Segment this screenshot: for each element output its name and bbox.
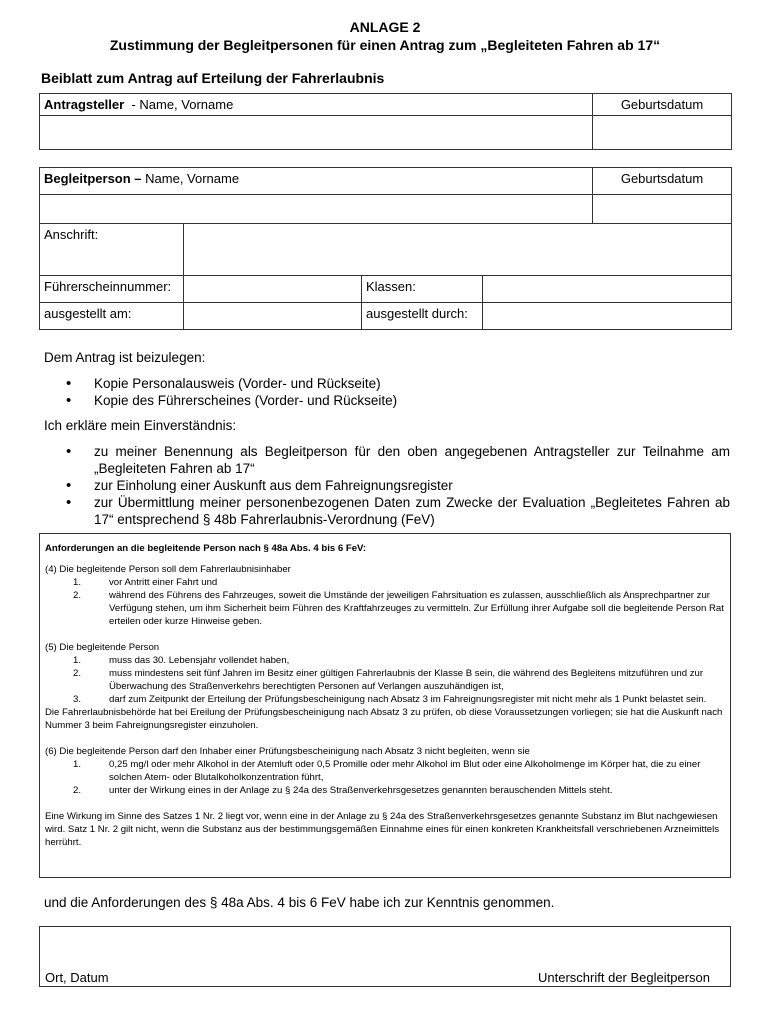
companion-name-field[interactable] (40, 195, 593, 224)
document-title: ANLAGE 2 (349, 19, 421, 35)
list-item: 1. vor Antritt einer Fahrt und (73, 577, 218, 588)
list-item: • Kopie des Führerscheines (Vorder- und Rückseite) (40, 392, 730, 409)
paragraph-5-intro: (5) Die begleitende Person (45, 642, 160, 653)
applicant-table (39, 93, 732, 150)
document-subtitle: Zustimmung der Begleitpersonen für einen Antrag zum „Begleiteten Fahren ab 17“ (109, 37, 661, 53)
paragraph-6-intro: (6) Die begleitende Person darf den Inhaber einer Prüfungsbescheinigung nach Absatz 3 nicht begleiten, wenn sie (45, 746, 530, 757)
list-item: 1. muss das 30. Lebensjahr vollendet haben, (73, 655, 290, 666)
address-label: Anschrift: (40, 224, 184, 276)
license-number-field[interactable] (184, 276, 362, 303)
classes-field[interactable] (483, 276, 732, 303)
companion-name-label: Begleitperson – Name, Vorname (40, 168, 593, 195)
issued-by-field[interactable] (483, 303, 732, 330)
list-item: 2. muss mindestens seit fünf Jahren im Besitz einer gültigen Fahrerlaubnis der Klasse B sein, die während des Begleitens mitzuführen und zur Überwachung des Straßenverkehrs berechtigten Personen auf Verlangen auszuhändigen ist, (73, 668, 704, 692)
requirements-box (39, 533, 731, 878)
signature-field[interactable] (40, 927, 731, 987)
list-item: 3. darf zum Zeitpunkt der Erteilung der Prüfungsbescheinigung nach Absatz 3 im Fahreignungsregister mit nicht mehr als 1 Punkt belastet sein. (73, 694, 707, 705)
applicant-name-label: Antragsteller - Name, Vorname (40, 94, 593, 116)
paragraph-4-intro: (4) Die begleitende Person soll dem Fahrerlaubnisinhaber (45, 564, 291, 575)
issued-on-label: ausgestellt am: (40, 303, 184, 330)
list-item: 2. während des Führens des Fahrzeuges, soweit die Umstände der jeweiligen Fahrsituation es zulassen, ausschließlich als Ansprechpartner zur Verfügung stehen, um ihm Sicherheit beim Führen des Kraftfahrzeuges zu vermitteln. Zur Erfüllung ihrer Aufgabe soll die begleitende Person Rat erteilen oder kurze Hinweise geben. (73, 590, 724, 627)
companion-table (39, 167, 732, 330)
list-item: • zu meiner Benennung als Begleitperson für den oben angegebenen Antragsteller zur Teilnahme am „Begleiteten Fahren ab 17“ (40, 443, 730, 477)
signature-table (39, 926, 731, 987)
consent-list (40, 443, 730, 528)
list-item: • zur Einholung einer Auskunft aus dem Fahreignungsregister (40, 477, 730, 494)
companion-dob-field[interactable] (593, 195, 732, 224)
address-field[interactable] (184, 224, 732, 276)
list-item: • zur Übermittlung meiner personenbezogenen Daten zum Zwecke der Evaluation „Begleitetes Fahren ab 17“ entsprechend § 48b Fahrerlaubnis-Verordnung (FeV) (40, 494, 730, 528)
list-item: • Kopie Personalausweis (Vorder- und Rückseite) (40, 375, 730, 392)
list-item: 1. 0,25 mg/l oder mehr Alkohol in der Atemluft oder 0,5 Promille oder mehr Alkohol im Blut oder eine Alkoholmenge im Körper hat, die zu einer solchen Atem- oder Blutalkoholkonzentration führt, (73, 759, 701, 783)
companion-dob-label: Geburtsdatum (593, 168, 732, 195)
requirements-heading: Anforderungen an die begleitende Person nach § 48a Abs. 4 bis 6 FeV: (45, 543, 367, 554)
attachments-list (40, 375, 730, 409)
section-title: Beiblatt zum Antrag auf Erteilung der Fahrerlaubnis (41, 70, 385, 86)
place-date-label: Ort, Datum (45, 970, 109, 985)
issued-on-field[interactable] (184, 303, 362, 330)
acknowledgement-text: und die Anforderungen des § 48a Abs. 4 bis 6 FeV habe ich zur Kenntnis genommen. (44, 895, 555, 910)
list-item: 2. unter der Wirkung eines in der Anlage zu § 24a des Straßenverkehrsgesetzes genannten berauschenden Mittels steht. (73, 785, 613, 796)
signature-label: Unterschrift der Begleitperson (538, 970, 710, 985)
paragraph-5-outro: Die Fahrerlaubnisbehörde hat bei Ereilung der Prüfungsbescheinigung nach Absatz 3 zu prüfen, ob diese Voraussetzungen vorliegen; sie hat die Auskunft nach Nummer 3 beim Fahreignungsregister einzuholen. (45, 707, 723, 731)
applicant-dob-field[interactable] (593, 116, 732, 150)
consent-heading: Ich erkläre mein Einverständnis: (44, 418, 237, 433)
requirements-closing: Eine Wirkung im Sinne des Satzes 1 Nr. 2 liegt vor, wenn eine in der Anlage zu § 24a des Straßenverkehrsgesetzes genannte Substanz im Blut nachgewiesen wird. Satz 1 Nr. 2 gilt nicht, wenn die Substanz aus der bestimmungsgemäßen Einnahme eines für einen konkreten Krankheitsfall verschriebenen Arzneimittels herrührt. (45, 811, 720, 848)
applicant-name-field[interactable] (40, 116, 593, 150)
license-number-label: Führerscheinnummer: (40, 276, 184, 303)
classes-label: Klassen: (362, 276, 483, 303)
applicant-dob-label: Geburtsdatum (593, 94, 732, 116)
issued-by-label: ausgestellt durch: (362, 303, 483, 330)
attachments-heading: Dem Antrag ist beizulegen: (44, 350, 206, 365)
